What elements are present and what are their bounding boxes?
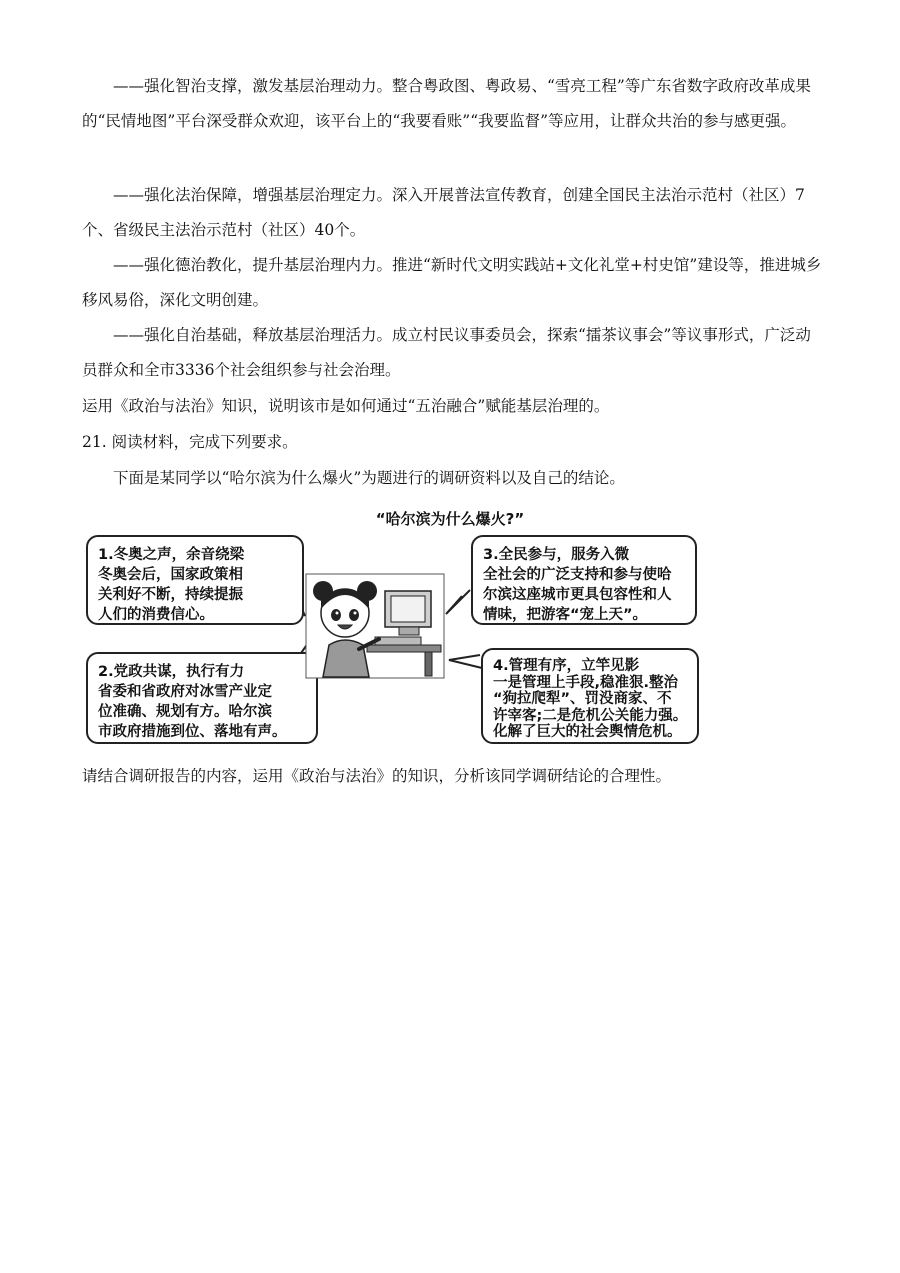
bubble-orderly-management — [481, 648, 699, 744]
bubble-4-line: 一是管理上手段,稳准狠.整治 — [493, 674, 679, 691]
bubble-2-line: 市政府措施到位、落地有声。 — [98, 724, 287, 740]
bubble-2-line: 位准确、规划有方。哈尔滨 — [98, 704, 272, 720]
bubble-public-participation — [471, 535, 697, 625]
bubble-party-government — [86, 652, 318, 744]
question-21-intro: 下面是某同学以“哈尔滨为什么爆火”为题进行的调研资料以及自己的结论。 — [113, 469, 625, 487]
question-21-title: 21. 阅读材料，完成下列要求。 — [82, 433, 298, 451]
bubble-3-line: 情味，把游客“宠上天”。 — [483, 607, 648, 623]
bubble-1-line: 人们的消费信心。 — [98, 607, 214, 623]
child-computer-illustration — [305, 573, 445, 679]
bubble-2-line: 省委和省政府对冰雪产业定 — [98, 684, 272, 700]
bubble-winter-olympics — [86, 535, 304, 625]
figure-title: “哈尔滨为什么爆火?” — [375, 510, 525, 528]
bubble-3-heading: 3.全民参与，服务入微 — [483, 547, 630, 563]
question-21-prompt: 请结合调研报告的内容，运用《政治与法治》的知识，分析该同学调研结论的合理性。 — [82, 767, 672, 785]
question-20-prompt: 运用《政治与法治》知识，说明该市是如何通过“五治融合”赋能基层治理的。 — [82, 397, 610, 415]
bubble-2-heading: 2.党政共谋，执行有力 — [98, 664, 245, 680]
bubble-4-line: 化解了巨大的社会舆情危机。 — [493, 724, 682, 740]
bubble-4-line: “狗拉爬犁”、罚没商家、不 — [493, 691, 672, 707]
bubble-1-line: 关利好不断，持续提振 — [98, 587, 243, 603]
bubble-1-line: 冬奥会后，国家政策相 — [98, 567, 243, 583]
bubble-4-heading: 4.管理有序，立竿见影 — [493, 658, 640, 674]
bubble-3-line: 尔滨这座城市更具包容性和人 — [483, 587, 672, 603]
paragraph-rule-of-law: ——强化法治保障，增强基层治理定力。深入开展普法宣传教育，创建全国民主法治示范村（社区）7个、省级民主法治示范村（社区）40个。 — [82, 186, 805, 239]
paragraph-smart-governance: ——强化智治支撑，激发基层治理动力。整合粤政图、粤政易、“雪亮工程”等广东省数字政府改革成果的“民情地图”平台深受群众欢迎，该平台上的“我要看账”“我要监督”等应用，让群众共治的参与感更强。 — [82, 77, 811, 130]
paragraph-self-governance: ——强化自治基础，释放基层治理活力。成立村民议事委员会，探索“擂茶议事会”等议事形式，广泛动员群众和全市3336个社会组织参与社会治理。 — [82, 326, 811, 379]
bubble-4-line: 许宰客;二是危机公关能力强。 — [493, 707, 688, 724]
bubble-1-heading: 1.冬奥之声，余音绕梁 — [98, 547, 245, 563]
bubble-3-line: 全社会的广泛支持和参与使哈 — [483, 567, 672, 583]
paragraph-moral-governance: ——强化德治教化，提升基层治理内力。推进“新时代文明实践站+文化礼堂+村史馆”建设等，推进城乡移风易俗，深化文明创建。 — [82, 256, 822, 309]
